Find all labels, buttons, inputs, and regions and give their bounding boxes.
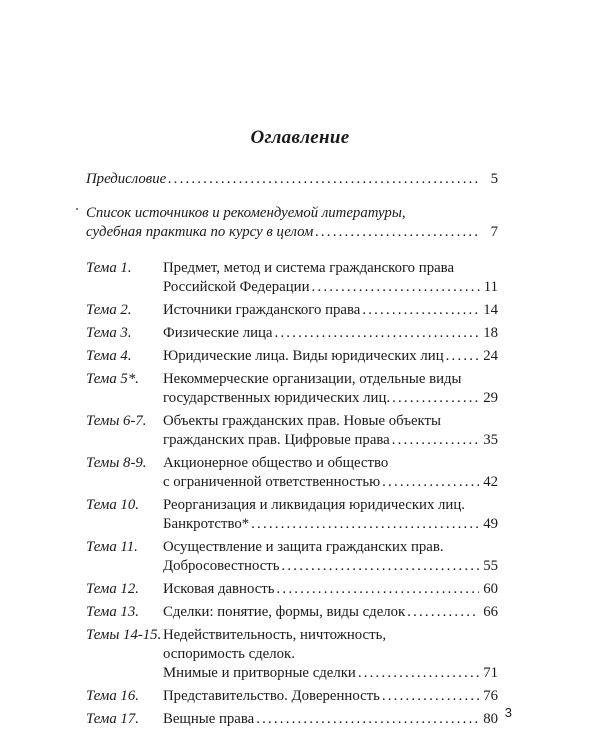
dot-leader bbox=[272, 324, 479, 343]
dot-leader bbox=[249, 515, 479, 534]
toc-entry-preface[interactable] bbox=[86, 170, 498, 189]
toc-topic-row[interactable] bbox=[86, 259, 498, 297]
dot-leader bbox=[313, 223, 480, 242]
dot-leader bbox=[310, 278, 480, 297]
toc-entry-sources[interactable] bbox=[86, 204, 498, 242]
toc-page-number: 80 bbox=[483, 711, 498, 727]
dot-leader bbox=[360, 301, 479, 320]
toc-page-number: 66 bbox=[483, 604, 498, 620]
toc-topic-row[interactable] bbox=[86, 301, 498, 320]
topic-label: Тема 5*. bbox=[86, 371, 139, 387]
toc-topic-row[interactable] bbox=[86, 454, 498, 492]
toc-page-number: 5 bbox=[490, 171, 498, 187]
toc-topic-row[interactable] bbox=[86, 370, 498, 408]
topic-title-line: Юридические лица. Виды юридических лиц bbox=[163, 348, 444, 364]
topic-label: Темы 8-9. bbox=[86, 455, 147, 471]
topic-title-line: Некоммерческие организации, отдельные виды bbox=[163, 371, 462, 387]
toc-title: Оглавление bbox=[250, 127, 350, 148]
toc-page-number: 11 bbox=[483, 279, 498, 295]
topic-label: Тема 10. bbox=[86, 497, 139, 513]
topic-title-line: Сделки: понятие, формы, виды сделок bbox=[163, 604, 406, 620]
toc-entry-text: Предисловие bbox=[86, 171, 167, 187]
toc-topic-row[interactable] bbox=[86, 538, 498, 576]
toc-page-number: 24 bbox=[483, 348, 498, 364]
topic-title-line: Предмет, метод и система гражданского права bbox=[163, 260, 455, 276]
topic-title-line: Физические лица bbox=[163, 325, 273, 341]
topic-title-line: Реорганизация и ликвидация юридических лиц. bbox=[163, 497, 465, 513]
topic-label: Тема 3. bbox=[86, 325, 132, 341]
topic-label: Тема 17. bbox=[86, 711, 139, 727]
toc-topic-row[interactable] bbox=[86, 603, 498, 622]
dot-leader bbox=[380, 473, 479, 492]
topic-title-line: Осуществление и защита гражданских прав. bbox=[163, 539, 444, 555]
dot-leader bbox=[166, 170, 480, 189]
topic-title-line: Банкротство* bbox=[163, 516, 250, 532]
toc-topic-row[interactable] bbox=[86, 687, 498, 706]
toc-topic-row[interactable] bbox=[86, 580, 498, 599]
topic-label: Тема 2. bbox=[86, 302, 132, 318]
toc-page-number: 35 bbox=[483, 432, 498, 448]
dot-leader bbox=[390, 431, 479, 450]
topic-title-line: Добросовестность bbox=[163, 558, 280, 574]
dot-leader bbox=[280, 557, 480, 576]
topic-label: Тема 16. bbox=[86, 688, 139, 704]
topic-title-line: оспоримость сделок. bbox=[163, 646, 295, 662]
topic-title-line: государственных юридических лиц. bbox=[163, 390, 391, 406]
toc-topic-row[interactable] bbox=[86, 347, 498, 366]
topic-title-line: Представительство. Доверенность bbox=[163, 688, 380, 704]
topic-title-line: гражданских прав. Цифровые права bbox=[163, 432, 390, 448]
topic-label: Тема 1. bbox=[86, 260, 132, 276]
dot-leader bbox=[444, 347, 480, 366]
toc-page-number: 7 bbox=[490, 224, 498, 240]
scan-mark bbox=[76, 208, 78, 210]
toc-list bbox=[86, 170, 498, 733]
topic-label: Темы 6-7. bbox=[86, 413, 147, 429]
page-number: 3 bbox=[504, 705, 512, 720]
dot-leader bbox=[405, 603, 479, 622]
toc-page-number: 76 bbox=[483, 688, 498, 704]
topic-title-line: Российской Федерации bbox=[163, 279, 310, 295]
dot-leader bbox=[380, 687, 479, 706]
toc-topic-row[interactable] bbox=[86, 324, 498, 343]
toc-page-number: 18 bbox=[483, 325, 498, 341]
toc-page-number: 60 bbox=[483, 581, 498, 597]
toc-page-number: 42 bbox=[483, 474, 498, 490]
topic-title-line: Мнимые и притворные сделки bbox=[163, 665, 356, 681]
toc-page-number: 14 bbox=[483, 302, 498, 318]
toc-page-number: 49 bbox=[483, 516, 498, 532]
dot-leader bbox=[254, 710, 479, 729]
topic-title-line: Акционерное общество и общество bbox=[163, 455, 389, 471]
dot-leader bbox=[390, 389, 479, 408]
toc-page-number: 29 bbox=[483, 390, 498, 406]
topic-title-line: с ограниченной ответственностью bbox=[163, 474, 381, 490]
toc-entry-text: судебная практика по курсу в целом bbox=[86, 224, 314, 240]
topic-label: Темы 14-15. bbox=[86, 627, 162, 643]
topic-label: Тема 13. bbox=[86, 604, 139, 620]
toc-topic-row[interactable] bbox=[86, 626, 498, 683]
topic-label: Тема 4. bbox=[86, 348, 132, 364]
toc-topic-row[interactable] bbox=[86, 710, 498, 729]
topic-title-line: Вещные права bbox=[163, 711, 255, 727]
dot-leader bbox=[356, 664, 479, 683]
toc-topic-row[interactable] bbox=[86, 412, 498, 450]
toc-entry-text: Список источников и рекомендуемой литературы, bbox=[86, 205, 406, 221]
topic-title-line: Источники гражданского права bbox=[163, 302, 361, 318]
topic-label: Тема 12. bbox=[86, 581, 139, 597]
toc-topic-row[interactable] bbox=[86, 496, 498, 534]
dot-leader bbox=[275, 580, 480, 599]
topic-title-line: Недействительность, ничтожность, bbox=[163, 627, 387, 643]
toc-page-number: 71 bbox=[483, 665, 498, 681]
topic-label: Тема 11. bbox=[86, 539, 138, 555]
topic-title-line: Объекты гражданских прав. Новые объекты bbox=[163, 413, 441, 429]
toc-page-number: 55 bbox=[483, 558, 498, 574]
topic-title-line: Исковая давность bbox=[163, 581, 275, 597]
